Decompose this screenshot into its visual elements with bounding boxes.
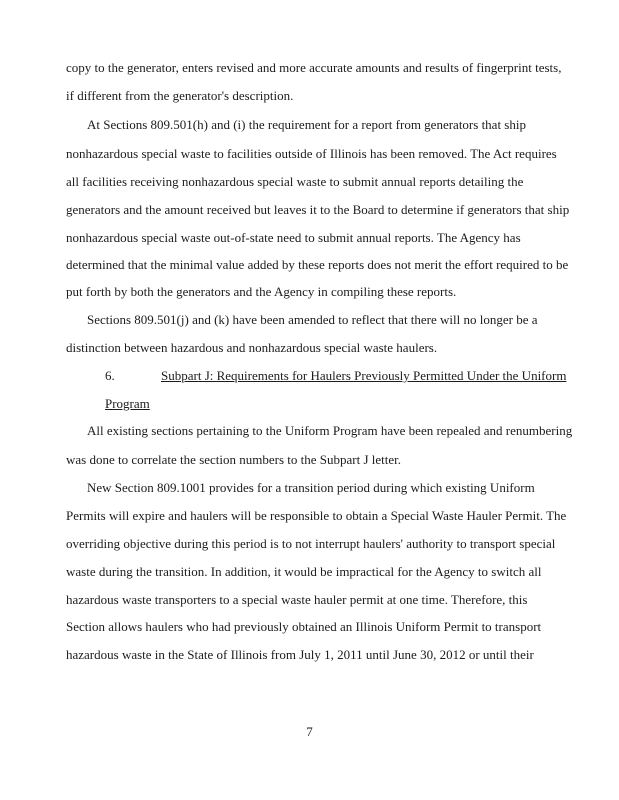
- page-number: 7: [306, 724, 313, 739]
- text-line: nonhazardous special waste out-of-state need to submit annual reports. The Agency has: [66, 230, 521, 245]
- text-line: waste during the transition. In addition, it would be impractical for the Agency to switch all: [66, 564, 542, 579]
- section-heading: [105, 367, 566, 385]
- text-line: all facilities receiving nonhazardous special waste to submit annual reports detailing the: [66, 174, 524, 189]
- text-line: All existing sections pertaining to the Uniform Program have been repealed and renumbering: [87, 423, 573, 438]
- text-line: generators and the amount received but leaves it to the Board to determine if generators that ship: [66, 202, 570, 217]
- text-line: distinction between hazardous and nonhazardous special waste haulers.: [66, 340, 438, 355]
- text-line: nonhazardous special waste to facilities outside of Illinois has been removed. The Act requires: [66, 146, 557, 161]
- text-line: if different from the generator's description.: [66, 88, 294, 103]
- text-line: copy to the generator, enters revised and more accurate amounts and results of fingerprint tests,: [66, 60, 562, 75]
- text-line: Section allows haulers who had previously obtained an Illinois Uniform Permit to transport: [66, 619, 542, 634]
- text-line: was done to correlate the section numbers to the Subpart J letter.: [66, 452, 402, 467]
- text-line: New Section 809.1001 provides for a transition period during which existing Uniform: [87, 480, 535, 495]
- text-line: determined that the minimal value added by these reports does not merit the effort required to be: [66, 257, 569, 272]
- section-heading-number: 6.: [105, 368, 115, 383]
- text-line: Permits will expire and haulers will be responsible to obtain a Special Waste Hauler Permit. The: [66, 508, 567, 523]
- text-line: hazardous waste transporters to a special waste hauler permit at one time. Therefore, this: [66, 592, 528, 607]
- text-line: At Sections 809.501(h) and (i) the requirement for a report from generators that ship: [87, 117, 526, 132]
- text-line: overriding objective during this period is to not interrupt haulers' authority to transport special: [66, 536, 556, 551]
- section-heading-title-cont: Program: [105, 396, 150, 411]
- section-heading-title: Subpart J: Requirements for Haulers Previously Permitted Under the Uniform: [161, 368, 567, 383]
- text-line: hazardous waste in the State of Illinois from July 1, 2011 until June 30, 2012 or until their: [66, 647, 534, 662]
- text-line: put forth by both the generators and the Agency in compiling these reports.: [66, 284, 457, 299]
- text-line: Sections 809.501(j) and (k) have been amended to reflect that there will no longer be a: [87, 312, 538, 327]
